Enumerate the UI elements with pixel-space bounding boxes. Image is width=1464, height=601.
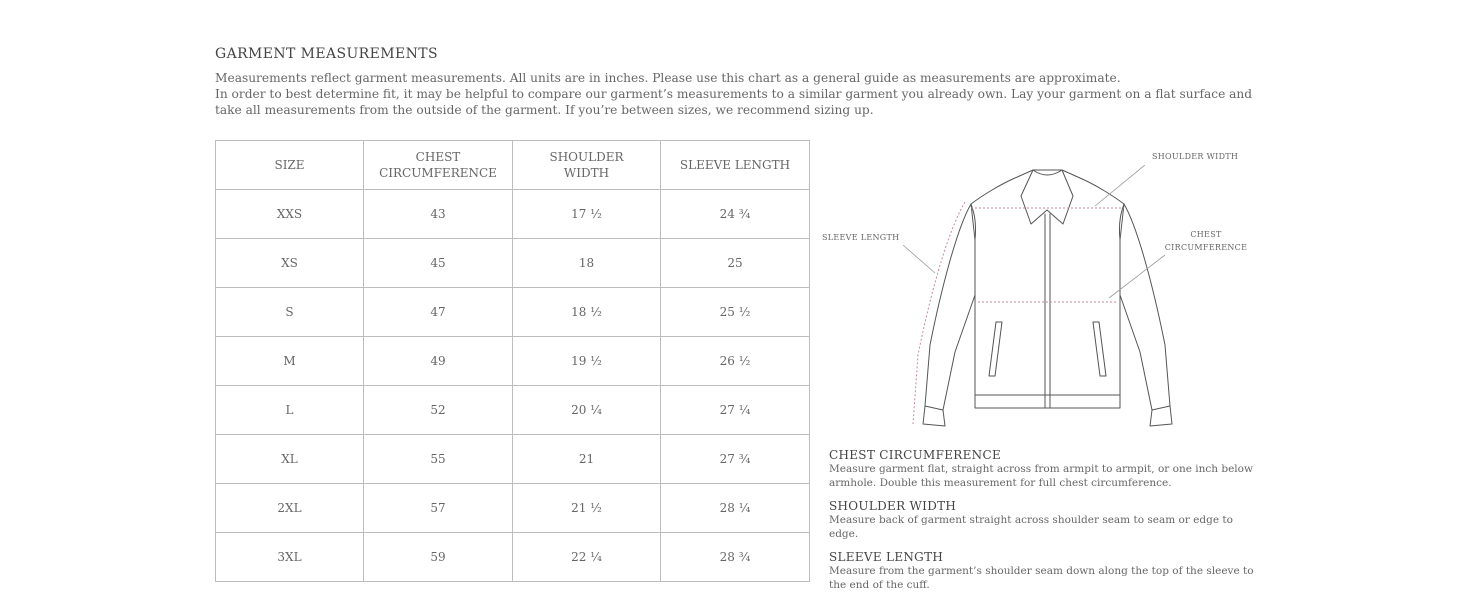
jacket-collar: [1021, 170, 1073, 224]
right-cuff: [1150, 406, 1172, 426]
left-pocket: [989, 322, 1002, 376]
cell-chest: 55: [364, 435, 513, 484]
cell-chest: 59: [364, 533, 513, 582]
cell-sleeve: 28 ¾: [661, 533, 810, 582]
table-row: [216, 288, 810, 337]
note-chest: [829, 448, 1259, 490]
sleeve-guide: [913, 202, 965, 424]
left-cuff: [923, 406, 945, 426]
shoulder-width-callout: SHOULDER WIDTH: [1152, 152, 1239, 161]
measurement-guides: [913, 202, 1124, 424]
cell-sleeve: 24 ¾: [661, 190, 810, 239]
cell-shoulder: 17 ½: [513, 190, 661, 239]
cell-sleeve: 25 ½: [661, 288, 810, 337]
cell-shoulder: 18 ½: [513, 288, 661, 337]
cell-shoulder: 18: [513, 239, 661, 288]
table-row: [216, 533, 810, 582]
table-row: [216, 386, 810, 435]
note-sleeve: [829, 550, 1259, 592]
cell-size: L: [216, 386, 364, 435]
cell-chest: 57: [364, 484, 513, 533]
page-title: GARMENT MEASUREMENTS: [215, 46, 438, 62]
cell-size: XL: [216, 435, 364, 484]
cell-size: 2XL: [216, 484, 364, 533]
chest-callout-line1: CHEST: [1190, 230, 1222, 239]
right-pocket: [1093, 322, 1106, 376]
size-chart-table: [215, 140, 810, 582]
jacket-body: [971, 170, 1124, 408]
intro-text: [215, 70, 1255, 118]
note-text: Measure back of garment straight across shoulder seam to seam or edge to edge.: [829, 514, 1233, 540]
chest-callout-line2: CIRCUMFERENCE: [1164, 243, 1248, 252]
note-title: SLEEVE LENGTH: [829, 550, 944, 564]
table-row: [216, 190, 810, 239]
cell-size: XXS: [216, 190, 364, 239]
shoulder-callout-line: [1095, 165, 1145, 206]
cell-sleeve: 26 ½: [661, 337, 810, 386]
note-text: Measure garment flat, straight across from armpit to armpit, or one inch below armhole. Double this measurement for full chest circumference.: [829, 463, 1253, 489]
right-sleeve: [1120, 204, 1170, 410]
note-text: Measure from the garment’s shoulder seam down along the top of the sleeve to the end of the cuff.: [829, 565, 1254, 591]
cell-sleeve: 28 ¼: [661, 484, 810, 533]
table-row: [216, 435, 810, 484]
sleeve-callout-line: [903, 245, 935, 273]
callout-lines: [903, 165, 1165, 298]
cell-chest: 47: [364, 288, 513, 337]
table-header-row: [216, 141, 810, 190]
cell-shoulder: 21: [513, 435, 661, 484]
cell-size: M: [216, 337, 364, 386]
cell-sleeve: 27 ¼: [661, 386, 810, 435]
cell-sleeve: 25: [661, 239, 810, 288]
armhole-seams: [971, 204, 1124, 240]
intro-line-fit: In order to best determine fit, it may be helpful to compare our garment’s measurements to a similar garment you already own. Lay your garment on a flat surface and take all measurements from the outside of the garment. If you’re between sizes, we recommend sizing up.: [215, 87, 1253, 117]
note-title: SHOULDER WIDTH: [829, 499, 957, 513]
front-zipper: [1045, 214, 1050, 408]
header-sleeve: SLEEVE LENGTH: [661, 141, 810, 190]
note-title: CHEST CIRCUMFERENCE: [829, 448, 1002, 462]
sleeve-length-callout: SLEEVE LENGTH: [822, 233, 900, 242]
header-size: SIZE: [216, 141, 364, 190]
cell-shoulder: 20 ¼: [513, 386, 661, 435]
intro-line-units: Measurements reflect garment measurements. All units are in inches. Please use this chart as a general guide as measurements are approximate.: [215, 71, 1121, 85]
cell-chest: 49: [364, 337, 513, 386]
cell-chest: 52: [364, 386, 513, 435]
table-row: [216, 239, 810, 288]
collar-back: [1033, 170, 1062, 175]
cell-chest: 43: [364, 190, 513, 239]
header-chest: CHEST CIRCUMFERENCE: [364, 141, 513, 190]
jacket-diagram: [815, 140, 1275, 440]
cell-shoulder: 21 ½: [513, 484, 661, 533]
table-row: [216, 484, 810, 533]
header-shoulder: SHOULDER WIDTH: [513, 141, 661, 190]
cell-size: 3XL: [216, 533, 364, 582]
cell-sleeve: 27 ¾: [661, 435, 810, 484]
cell-shoulder: 19 ½: [513, 337, 661, 386]
cell-size: XS: [216, 239, 364, 288]
measurement-notes: [829, 448, 1259, 601]
jacket-illustration: [815, 140, 1275, 440]
cell-chest: 45: [364, 239, 513, 288]
cell-size: S: [216, 288, 364, 337]
cell-shoulder: 22 ¼: [513, 533, 661, 582]
chest-callout-line: [1109, 255, 1165, 298]
table-row: [216, 337, 810, 386]
note-shoulder: [829, 499, 1259, 541]
